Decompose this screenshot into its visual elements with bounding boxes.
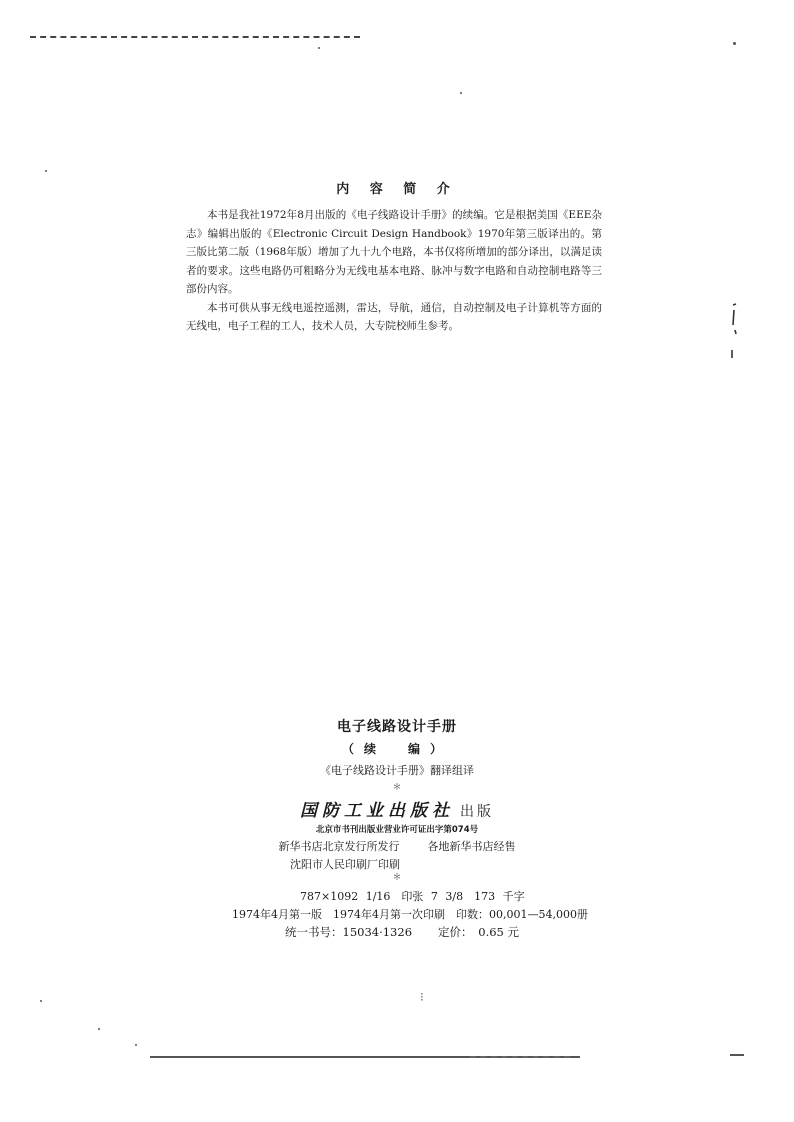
scan-speck — [730, 1054, 744, 1056]
intro-paragraph-2: 本书可供从事无线电遥控遥测，雷达，导航，通信，自动控制及电子计算机等方面的无线电，电子工程的工人，技术人员，大专院校师生参考。 — [186, 301, 602, 332]
book-number-price-line — [285, 924, 519, 940]
book-subtitle: （续 编） — [341, 742, 452, 756]
book-number: 统一书号：15034·1326 — [285, 925, 413, 939]
scan-speck — [40, 1000, 42, 1002]
scan-speck — [318, 47, 320, 49]
scan-speck — [98, 1028, 100, 1030]
scan-speck — [460, 92, 462, 94]
price: 定价： 0.65 元 — [438, 925, 520, 939]
scan-margin-mark — [730, 300, 740, 360]
intro-paragraph-1: 本书是我社1972年8月出版的《电子线路设计手册》的续编。它是根据美国《EEE杂志》编辑出版的《Electronic Circuit Design Handbook》1970年第三版译出的。第三版比第二版（1968年版）增加了九十九个电路，本书仅将所增加的部分译出，以满足读者的要求。这些电路仍可粗略分为无线电基本电路、脉冲与数字电路和自动控制电路等三部份内容。 — [186, 209, 602, 295]
scan-speck — [45, 170, 47, 172]
scan-dashed-line-top — [30, 36, 360, 38]
scan-dashed-line-bottom — [470, 1056, 570, 1058]
intro-text — [186, 206, 602, 336]
seller: 各地新华书店经售 — [427, 840, 516, 853]
translator-credit: 《电子线路设计手册》翻译组译 — [320, 764, 474, 777]
book-title: 电子线路设计手册 — [337, 719, 457, 735]
scan-speck — [135, 1044, 137, 1046]
format-specs: 787×1092 1/16 印张 7 3/8 173 千字 — [300, 890, 525, 903]
scan-page-mark: ⁝ — [420, 990, 424, 1004]
distribution-line — [0, 838, 794, 854]
printer: 沈阳市人民印刷厂印刷 — [290, 858, 400, 871]
publisher-line — [0, 796, 794, 821]
publishing-license: 北京市书刊出版业营业许可证出字第074号 — [315, 825, 479, 835]
edition-info: 1974年4月第一版 1974年4月第一次印刷 印数：00,001—54,000册 — [232, 908, 588, 921]
separator-star: ＊ — [392, 783, 402, 793]
distributor: 新华书店北京发行所发行 — [278, 840, 400, 853]
publisher-suffix: 出版 — [460, 804, 494, 820]
separator-star: ＊ — [392, 873, 402, 883]
publisher-name: 国防工业出版社 — [300, 801, 454, 821]
intro-title: 内 容 简 介 — [336, 182, 458, 197]
scan-speck — [733, 42, 736, 45]
